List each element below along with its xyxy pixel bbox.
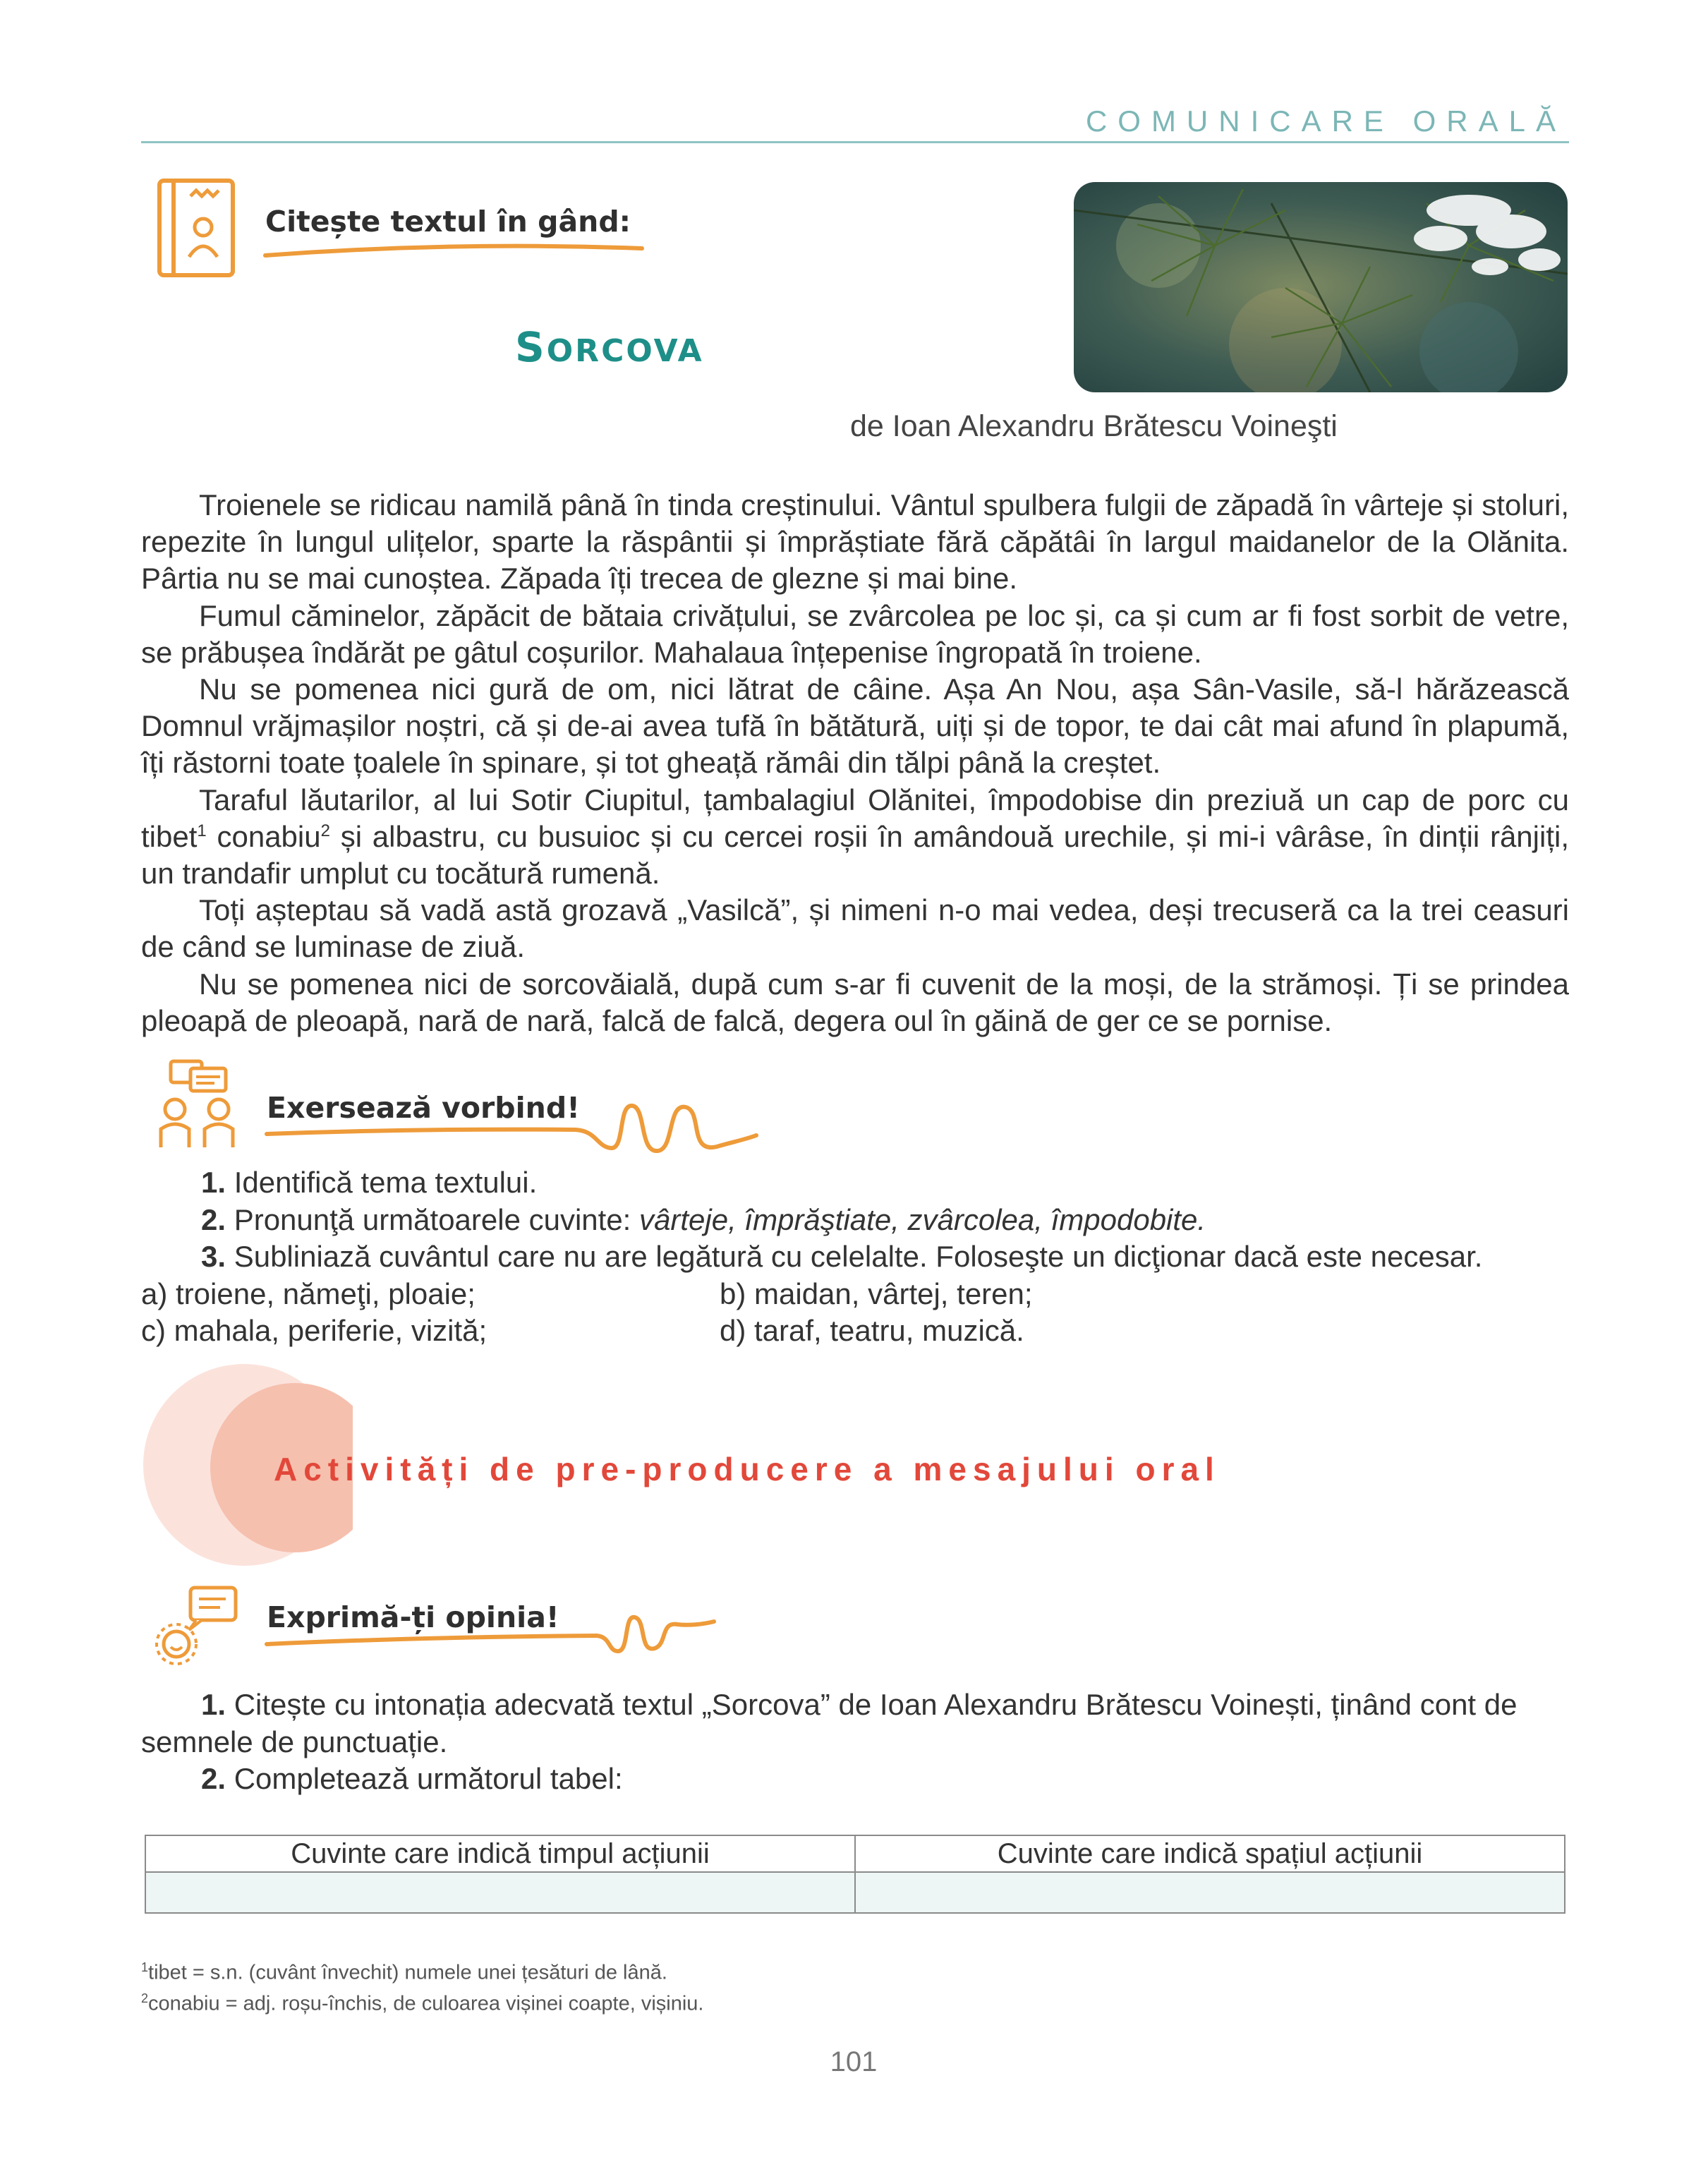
activity-title: Activități de pre-producere a mesajului oral xyxy=(274,1451,1221,1487)
item-number: 2. xyxy=(201,1202,226,1236)
exercise-item xyxy=(141,1238,1569,1276)
opinion-item xyxy=(141,1761,1569,1798)
opinion-list xyxy=(141,1686,1569,1798)
snowy-pine-photo xyxy=(1074,182,1568,392)
paragraph-segment: și albastru, cu busuioc și cu cercei roșii în amândouă urechile, și mi-i vârâse, în dinții rânjiți, un trandafir umplut cu tocătură rumenă. xyxy=(141,819,1569,891)
story-paragraph: Troienele se ridicau namilă până în tinda creștinului. Vântul spulbera fulgii de zăpadă în vârteje și stoluri, repezite în lungul ulițelor, sparte la răspântii și împrăștiate fără căpătâi în largul maidanelor de la Olănita. Pârtia nu se mai cunoștea. Zăpada îți trecea de glezne și mai bine. xyxy=(141,488,1569,596)
orange-underline-decoration xyxy=(265,1097,759,1161)
opinion-item xyxy=(141,1686,1569,1761)
reading-book-icon xyxy=(157,178,238,278)
table-cell-time[interactable] xyxy=(145,1872,855,1913)
story-title xyxy=(515,323,704,371)
item-text: Subliniază cuvântul care nu are legătură cu celelalte. Foloseşte un dicţionar dacă este necesar. xyxy=(226,1240,1483,1273)
speaking-person-icon xyxy=(152,1585,244,1672)
exercise-heading: Exersează vorbind! xyxy=(267,1091,580,1125)
story-text xyxy=(141,487,1569,1039)
page-number: 101 xyxy=(830,2046,878,2077)
section-header: COMUNICARE ORALĂ xyxy=(1085,104,1566,138)
item-text: Completează următorul tabel: xyxy=(226,1762,623,1795)
option-d: d) taraf, teatru, muzică. xyxy=(720,1314,1024,1347)
exercise-item xyxy=(141,1202,1569,1239)
exercise-list xyxy=(141,1164,1569,1350)
story-paragraph: Toți așteptau să vadă astă grozavă „Vasilcă”, și nimeni n-o mai vedea, deși trecuseră ca la trei ceasuri de când se luminase de ziuă. xyxy=(141,893,1569,964)
story-paragraph: Nu se pomenea nici gură de om, nici lătrat de câine. Așa An Nou, așa Sân-Vasile, să-l hărăzească Domnul vrăjmașilor noștri, că și de-ai avea tufă în bătătură, uiți și de topor, te dai cât mai afund în plapumă, îți răstorni toate țoalele în spinare, și tot gheață rămâi din tălpi până la creștet. xyxy=(141,672,1569,780)
table-header-row xyxy=(145,1835,1565,1872)
item-number: 3. xyxy=(201,1240,226,1273)
footnote-marker: 1 xyxy=(197,821,207,840)
option-c: c) mahala, periferie, vizită; xyxy=(141,1314,487,1347)
orange-underline-decoration xyxy=(265,1609,717,1658)
story-paragraph: Fumul căminelor, zăpăcit de bătaia crivățului, se zvârcolea pe loc și, ca și cum ar fi fost sorbit de vetre, se prăbușea îndărăt pe gâtul coșurilor. Mahalaua înțepenise îngropată în troiene. xyxy=(141,598,1569,669)
orange-underline-decoration xyxy=(264,240,645,268)
table-row xyxy=(145,1872,1565,1913)
story-paragraph xyxy=(141,782,1569,893)
footnotes xyxy=(141,1955,704,2016)
item-text: Pronunţă următoarele cuvinte: xyxy=(226,1202,640,1236)
two-people-talking-icon xyxy=(154,1058,246,1150)
paragraph-segment: conabiu xyxy=(206,819,321,853)
footnote xyxy=(141,1955,704,1986)
table-cell-space[interactable] xyxy=(855,1872,1565,1913)
option-b: b) maidan, vârtej, teren; xyxy=(720,1276,1033,1310)
option-a: a) troiene, nămeţi, ploaie; xyxy=(141,1276,476,1310)
story-author: de Ioan Alexandru Brătescu Voineşti xyxy=(850,409,1338,443)
story-paragraph: Nu se pomenea nici de sorcovăială, după cum s-ar fi cuvenit de la moși, de la strămoși. Ți se prindea pleoapă de pleoapă, nară de nară, falcă de falcă, degera oul în găină de ger ce se pornise. xyxy=(141,967,1569,1037)
footnote-mark: 2 xyxy=(141,1991,149,2005)
table-header-space: Cuvinte care indică spațiul acțiunii xyxy=(855,1835,1565,1872)
item-number: 1. xyxy=(201,1688,226,1721)
item-number: 2. xyxy=(201,1762,226,1795)
footnote-text: tibet = s.n. (cuvânt învechit) numele unei țesături de lână. xyxy=(148,1961,667,1984)
opinion-heading: Exprimă-ți opinia! xyxy=(267,1600,559,1634)
reading-instruction: Citește textul în gând: xyxy=(265,205,631,239)
footnote-mark: 1 xyxy=(141,1960,149,1974)
header-divider xyxy=(141,141,1569,143)
action-words-table xyxy=(145,1835,1565,1914)
exercise-item xyxy=(141,1164,1569,1202)
story-title-rest: ORCOVA xyxy=(546,333,704,369)
item-text: Citește cu intonația adecvată textul „Sorcova” de Ioan Alexandru Brătescu Voinești, ținând cont de semnele de punctuație. xyxy=(141,1688,1518,1758)
options-row xyxy=(141,1312,1569,1350)
paragraph-segment: Taraful lăutarilor, al lui Sotir Ciupitul, țambalagiul Olănitei, împodobise din preziuă un cap de porc cu tibet xyxy=(141,783,1569,853)
footnote xyxy=(141,1986,704,2017)
story-title-initial: S xyxy=(515,323,547,371)
footnote-marker: 2 xyxy=(320,821,330,840)
footnote-text: conabiu = adj. roșu-închis, de culoarea vișinei coapte, vișiniu. xyxy=(148,1992,704,2015)
item-number: 1. xyxy=(201,1166,226,1199)
options-row xyxy=(141,1276,1569,1313)
table-header-time: Cuvinte care indică timpul acțiunii xyxy=(145,1835,855,1872)
item-text: Identifică tema textului. xyxy=(226,1166,538,1199)
item-words: vârteje, împrăştiate, zvârcolea, împodobite. xyxy=(639,1202,1206,1236)
